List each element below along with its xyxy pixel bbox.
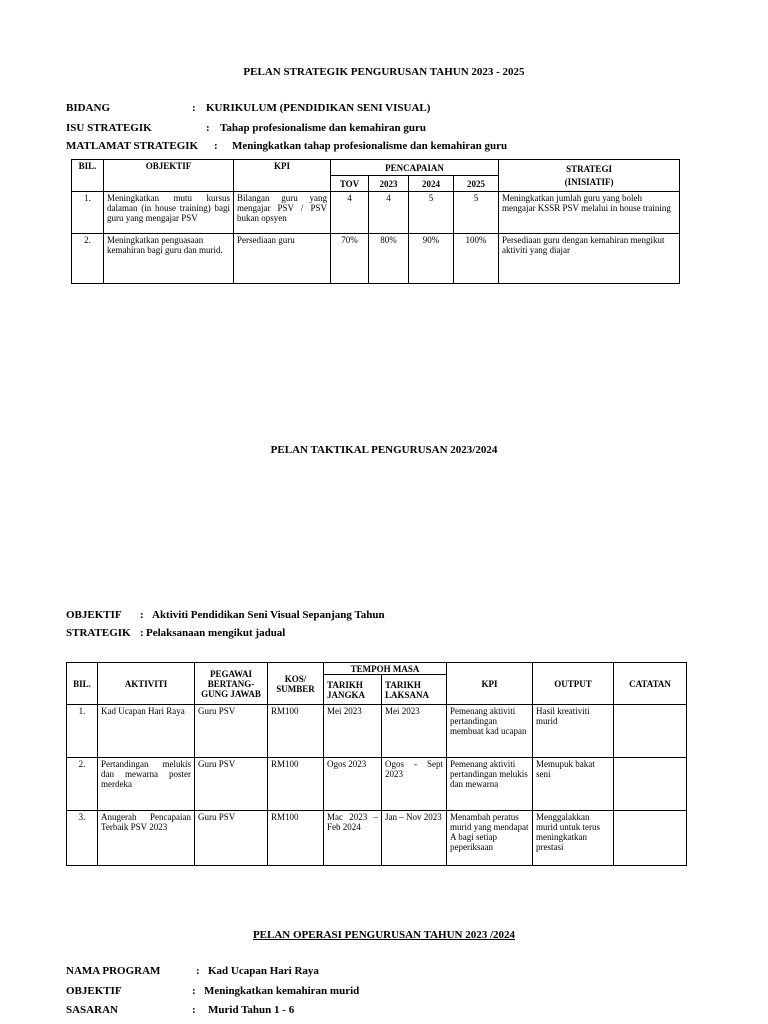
header-tarikh-jangka: TARIKH JANGKA bbox=[324, 675, 382, 705]
field-label: STRATEGIK bbox=[66, 627, 131, 639]
table-row bbox=[67, 811, 687, 866]
field-label: SASARAN bbox=[66, 1004, 118, 1016]
cell-catatan bbox=[614, 758, 687, 811]
field-value: Meningkatkan kemahiran murid bbox=[204, 985, 360, 997]
cell-bil: 1. bbox=[67, 705, 98, 758]
cell-kpi: Persediaan guru bbox=[234, 234, 331, 284]
cell-2024: 90% bbox=[409, 234, 454, 284]
cell-output: Memupuk bakat seni bbox=[533, 758, 614, 811]
header-pencapaian: PENCAPAIAN bbox=[331, 160, 499, 176]
header-strategi-label: STRATEGI bbox=[566, 164, 612, 174]
header-tov: TOV bbox=[331, 176, 369, 192]
cell-aktiviti: Kad Ucapan Hari Raya bbox=[98, 705, 195, 758]
cell-objektif: Meningkatkan mutu kursus dalaman (in house training) bagi guru yang mengajar PSV bbox=[104, 192, 234, 234]
table-row bbox=[72, 234, 680, 284]
cell-kpi: Pemenang aktiviti pertandingan membuat kad ucapan bbox=[447, 705, 533, 758]
field-nama-program: NAMA PROGRAM : Kad Ucapan Hari Raya bbox=[66, 965, 319, 977]
field-value: Pelaksanaan mengikut jadual bbox=[146, 627, 286, 639]
field-objektif: OBJEKTIF : Aktiviti Pendidikan Seni Visual Sepanjang Tahun bbox=[66, 609, 385, 621]
cell-strategi: Meningkatkan jumlah guru yang boleh mengajar KSSR PSV melalui in house training bbox=[499, 192, 680, 234]
cell-kpi: Menambah peratus murid yang mendapat A bagi setiap peperiksaan bbox=[447, 811, 533, 866]
cell-catatan bbox=[614, 705, 687, 758]
cell-pegawai: Guru PSV bbox=[195, 705, 268, 758]
strategic-plan-title: PELAN STRATEGIK PENGURUSAN TAHUN 2023 - 2025 bbox=[243, 66, 525, 78]
cell-pegawai: Guru PSV bbox=[195, 811, 268, 866]
operational-plan-title bbox=[0, 929, 768, 941]
cell-bil: 2. bbox=[72, 234, 104, 284]
header-objektif: OBJEKTIF bbox=[104, 160, 234, 192]
cell-tarikh-jangka: Ogos 2023 bbox=[324, 758, 382, 811]
cell-kos: RM100 bbox=[268, 705, 324, 758]
header-kpi: KPI bbox=[234, 160, 331, 192]
cell-2023: 4 bbox=[369, 192, 409, 234]
cell-bil: 3. bbox=[67, 811, 98, 866]
cell-pegawai: Guru PSV bbox=[195, 758, 268, 811]
field-label: OBJEKTIF bbox=[66, 609, 122, 621]
header-catatan: CATATAN bbox=[614, 663, 687, 705]
cell-tov: 4 bbox=[331, 192, 369, 234]
cell-kpi: Pemenang aktiviti pertandingan melukis dan mewarna bbox=[447, 758, 533, 811]
field-objektif-program: OBJEKTIF : Meningkatkan kemahiran murid bbox=[66, 985, 360, 997]
cell-tarikh-jangka: Mac 2023 – Feb 2024 bbox=[324, 811, 382, 866]
field-value: Meningkatkan tahap profesionalisme dan kemahiran guru bbox=[232, 140, 508, 152]
tactical-table bbox=[66, 662, 687, 866]
header-output: OUTPUT bbox=[533, 663, 614, 705]
cell-tov: 70% bbox=[331, 234, 369, 284]
cell-2025: 5 bbox=[454, 192, 499, 234]
cell-aktiviti: Anugerah Pencapaian Terbaik PSV 2023 bbox=[98, 811, 195, 866]
field-strategik: STRATEGIK : Pelaksanaan mengikut jadual bbox=[66, 627, 286, 639]
field-value: Tahap profesionalisme dan kemahiran guru bbox=[220, 122, 426, 134]
cell-output: Hasil kreativiti murid bbox=[533, 705, 614, 758]
cell-kos: RM100 bbox=[268, 758, 324, 811]
cell-bil: 1. bbox=[72, 192, 104, 234]
header-pegawai: PEGAWAI BERTANG-GUNG JAWAB bbox=[195, 663, 268, 705]
field-value: KURIKULUM (PENDIDIKAN SENI VISUAL) bbox=[206, 102, 431, 114]
header-2023: 2023 bbox=[369, 176, 409, 192]
field-value: Kad Ucapan Hari Raya bbox=[208, 965, 319, 977]
cell-2023: 80% bbox=[369, 234, 409, 284]
cell-aktiviti: Pertandingan melukis dan mewarna poster merdeka bbox=[98, 758, 195, 811]
cell-2024: 5 bbox=[409, 192, 454, 234]
table-row bbox=[67, 758, 687, 811]
cell-strategi: Persediaan guru dengan kemahiran mengikut aktiviti yang diajar bbox=[499, 234, 680, 284]
field-label: OBJEKTIF bbox=[66, 985, 122, 997]
cell-bil: 2. bbox=[67, 758, 98, 811]
field-label: NAMA PROGRAM bbox=[66, 965, 161, 977]
field-label: BIDANG bbox=[66, 102, 111, 114]
cell-tarikh-laksana: Ogos - Sept 2023 bbox=[382, 758, 447, 811]
cell-tarikh-jangka: Mei 2023 bbox=[324, 705, 382, 758]
cell-2025: 100% bbox=[454, 234, 499, 284]
header-2024: 2024 bbox=[409, 176, 454, 192]
strategic-table bbox=[71, 159, 680, 284]
field-label: ISU STRATEGIK bbox=[66, 122, 152, 134]
cell-tarikh-laksana: Mei 2023 bbox=[382, 705, 447, 758]
header-bil: BIL. bbox=[67, 663, 98, 705]
header-2025: 2025 bbox=[454, 176, 499, 192]
header-inisiatif-label: (INISIATIF) bbox=[564, 177, 614, 187]
cell-output: Menggalakkan murid untuk terus meningkatkan prestasi bbox=[533, 811, 614, 866]
field-value: Murid Tahun 1 - 6 bbox=[208, 1004, 295, 1016]
header-tarikh-laksana: TARIKH LAKSANA bbox=[382, 675, 447, 705]
cell-tarikh-laksana: Jan – Nov 2023 bbox=[382, 811, 447, 866]
header-aktiviti: AKTIVITI bbox=[98, 663, 195, 705]
field-label: MATLAMAT STRATEGIK bbox=[66, 140, 199, 152]
tactical-plan-title: PELAN TAKTIKAL PENGURUSAN 2023/2024 bbox=[270, 444, 498, 456]
field-isu-strategik: ISU STRATEGIK : Tahap profesionalisme dan kemahiran guru bbox=[66, 122, 426, 134]
cell-kos: RM100 bbox=[268, 811, 324, 866]
cell-kpi: Bilangan guru yang mengajar PSV / PSV bukan opsyen bbox=[234, 192, 331, 234]
cell-catatan bbox=[614, 811, 687, 866]
operational-plan-title-text: PELAN OPERASI PENGURUSAN TAHUN 2023 /2024 bbox=[252, 929, 516, 941]
field-sasaran: SASARAN : Murid Tahun 1 - 6 bbox=[66, 1004, 295, 1016]
header-kos: KOS/ SUMBER bbox=[268, 663, 324, 705]
header-tempoh-masa: TEMPOH MASA bbox=[324, 663, 447, 675]
table-row bbox=[72, 192, 680, 234]
header-strategi bbox=[499, 160, 680, 192]
field-value: Aktiviti Pendidikan Seni Visual Sepanjang Tahun bbox=[152, 609, 385, 621]
table-row bbox=[67, 705, 687, 758]
field-matlamat-strategik: MATLAMAT STRATEGIK : Meningkatkan tahap profesionalisme dan kemahiran guru bbox=[66, 140, 508, 152]
cell-objektif: Meningkatkan penguasaan kemahiran bagi guru dan murid. bbox=[104, 234, 234, 284]
header-bil: BIL. bbox=[72, 160, 104, 192]
field-bidang: BIDANG : KURIKULUM (PENDIDIKAN SENI VISUAL) bbox=[66, 102, 431, 114]
header-kpi: KPI bbox=[447, 663, 533, 705]
